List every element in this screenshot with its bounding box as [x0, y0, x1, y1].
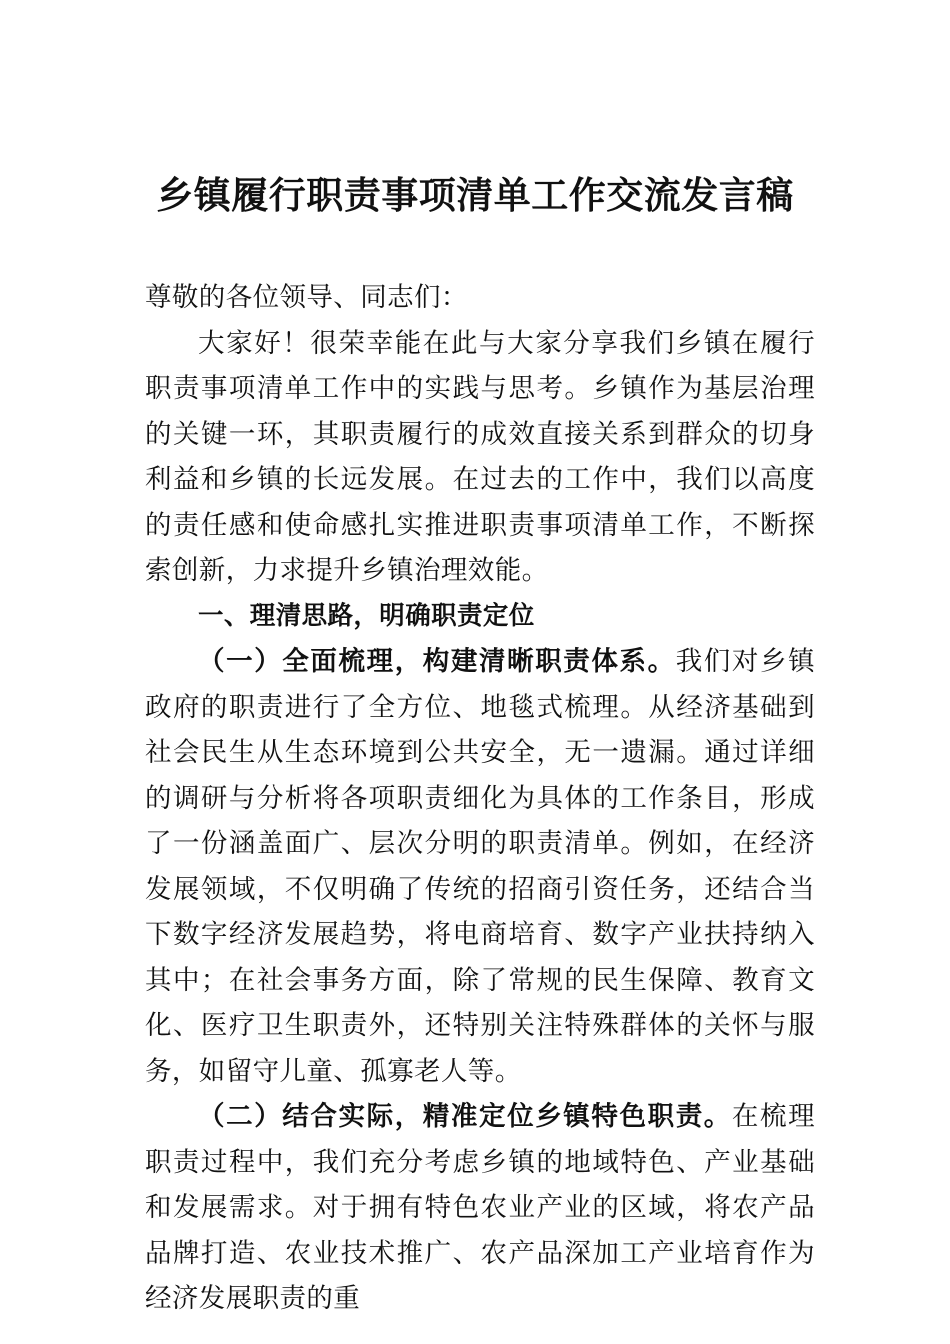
subsection-paragraph-2 — [145, 1094, 815, 1322]
subsection-heading-2: （二）结合实际，精准定位乡镇特色职责。 — [198, 1101, 732, 1132]
subsection-body-2: 在梳理职责过程中，我们充分考虑乡镇的地域特色、产业基础和发展需求。对于拥有特色农业产业的区域，将农产品品牌打造、农业技术推广、农产品深加工产业培育作为经济发展职责的重 — [145, 1101, 815, 1314]
subsection-body-1: 我们对乡镇政府的职责进行了全方位、地毯式梳理。从经济基础到社会民生从生态环境到公共安全，无一遗漏。通过详细的调研与分析将各项职责细化为具体的工作条目，形成了一份涵盖面广、层次分明的职责清单。例如，在经济发展领域，不仅明确了传统的招商引资任务，还结合当下数字经济发展趋势，将电商培育、数字产业扶持纳入其中；在社会事务方面，除了常规的民生保障、教育文化、医疗卫生职责外，还特别关注特殊群体的关怀与服务，如留守儿童、孤寡老人等。 — [145, 646, 816, 1087]
subsection-heading-1: （一）全面梳理，构建清晰职责体系。 — [198, 646, 676, 677]
document-title: 乡镇履行职责事项清单工作交流发言稿 — [156, 173, 794, 217]
salutation: 尊敬的各位领导、同志们： — [145, 282, 468, 313]
document-body — [145, 275, 815, 1322]
section-heading-1: 一、理清思路，明确职责定位 — [198, 600, 535, 631]
intro-paragraph: 大家好！很荣幸能在此与大家分享我们乡镇在履行职责事项清单工作中的实践与思考。乡镇作为基层治理的关键一环，其职责履行的成效直接关系到群众的切身利益和乡镇的长远发展。在过去的工作中，我们以高度的责任感和使命感扎实推进职责事项清单工作，不断探索创新，力求提升乡镇治理效能。 — [145, 327, 815, 586]
subsection-paragraph-1 — [145, 639, 815, 1094]
